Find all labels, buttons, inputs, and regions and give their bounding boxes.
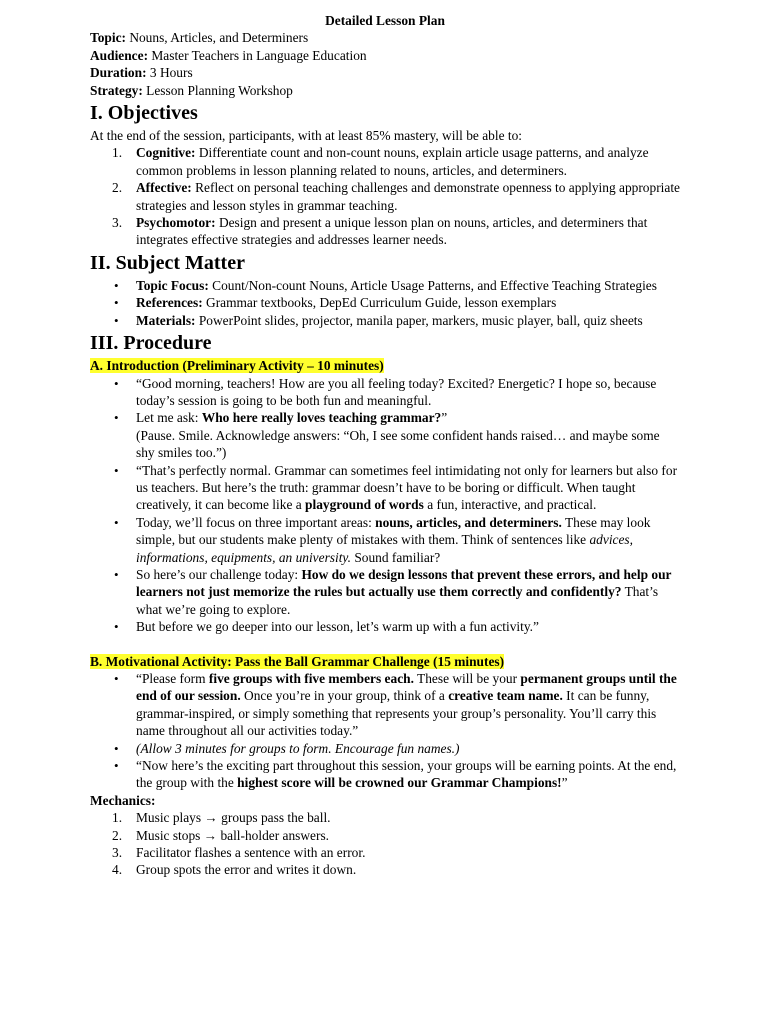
document-body: [90, 12, 680, 879]
subject-item: • References: Grammar textbooks, DepEd Curriculum Guide, lesson exemplars: [114, 295, 557, 311]
subject-list: [90, 277, 680, 329]
list-item: • But before we go deeper into our lesson, let’s warm up with a fun activity.”: [114, 619, 539, 635]
mechanics-item: 3. Facilitator flashes a sentence with an error.: [112, 845, 366, 861]
mechanics-item: 4. Group spots the error and writes it down.: [112, 862, 357, 878]
objectives-heading: I. Objectives: [90, 102, 198, 125]
meta-audience: Audience: Master Teachers in Language Education: [90, 47, 367, 63]
spacer: [90, 636, 680, 653]
objective-item: 3. Psychomotor: Design and present a unique lesson plan on nouns, articles, and determiners that integrates effective strategies and addresses learner needs.: [112, 215, 648, 248]
introduction-heading: A. Introduction (Preliminary Activity – 10 minutes): [90, 358, 384, 374]
list-item: • Today, we’ll focus on three important areas: nouns, articles, and determiners. These may look simple, but our students make plenty of mistakes with them. Think of sentences like advices, informations, equipments, an university. Sound familiar?: [114, 514, 651, 565]
subject-heading: II. Subject Matter: [90, 251, 245, 274]
list-item: • “Good morning, teachers! How are you all feeling today? Excited? Energetic? I hope so, because today’s session is going to be both fun and meaningful.: [114, 375, 657, 408]
motivational-list: [90, 670, 680, 792]
procedure-heading: III. Procedure: [90, 332, 212, 355]
objectives-intro: At the end of the session, participants, with at least 85% mastery, will be able to:: [90, 128, 522, 144]
list-item: • (Allow 3 minutes for groups to form. Encourage fun names.): [114, 740, 460, 756]
list-item: • “Please form five groups with five members each. These will be your permanent groups until the end of our session. Once you’re in your group, think of a creative team name. It can be funny, grammar-inspired, or simply something that represents your group’s personality. You’ll carry this name throughout all our activities today.”: [114, 671, 677, 739]
introduction-list: [90, 375, 680, 636]
page-title: Detailed Lesson Plan: [325, 13, 445, 28]
list-item: • So here’s our challenge today: How do we design lessons that prevent these errors, and help our learners not just memorize the rules but actually use them correctly and confidently? That’s what we’re going to explore.: [114, 566, 672, 617]
subject-item: • Topic Focus: Count/Non-count Nouns, Article Usage Patterns, and Effective Teaching Strategies: [114, 277, 657, 293]
objectives-list: [90, 144, 680, 248]
subject-item: • Materials: PowerPoint slides, projector, manila paper, markers, music player, ball, quiz sheets: [114, 312, 643, 328]
meta-topic: Topic: Nouns, Articles, and Determiners: [90, 30, 309, 46]
mechanics-item: 1. Music plays → groups pass the ball.: [112, 810, 331, 826]
objective-item: 2. Affective: Reflect on personal teaching challenges and demonstrate openness to applying appropriate strategies and lesson styles in grammar teaching.: [112, 180, 680, 213]
mechanics-label: Mechanics:: [90, 792, 156, 808]
objective-item: 1. Cognitive: Differentiate count and non-count nouns, explain article usage patterns, and analyze common problems in lesson planning related to nouns, articles, and determiners.: [112, 145, 649, 178]
list-item: • Let me ask: Who here really loves teaching grammar?” (Pause. Smile. Acknowledge answers: “Oh, I see some confident hands raised… and maybe some shy smiles too.”): [114, 410, 660, 461]
meta-strategy: Strategy: Lesson Planning Workshop: [90, 82, 293, 98]
mechanics-item: 2. Music stops → ball-holder answers.: [112, 827, 330, 843]
list-item: • “Now here’s the exciting part throughout this session, your groups will be earning points. At the end, the group with the highest score will be crowned our Grammar Champions!”: [114, 758, 677, 791]
motivational-heading: B. Motivational Activity: Pass the Ball Grammar Challenge (15 minutes): [90, 653, 505, 669]
mechanics-list: [90, 809, 680, 879]
list-item: • “That’s perfectly normal. Grammar can sometimes feel intimidating not only for learners but also for us teachers. But here’s the truth: grammar doesn’t have to be boring or difficult. When taught creatively, it can become like a playground of words a fun, interactive, and practical.: [114, 462, 678, 513]
meta-block: [90, 29, 680, 99]
meta-duration: Duration: 3 Hours: [90, 65, 193, 81]
